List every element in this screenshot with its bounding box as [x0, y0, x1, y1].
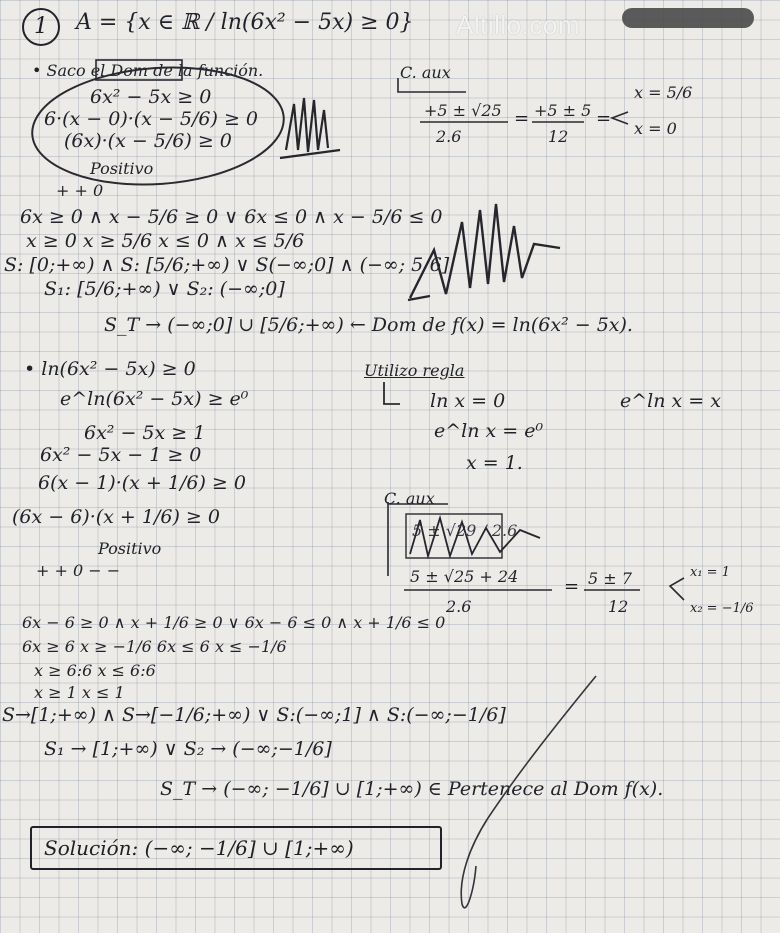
domain-ineq-1: 6x² − 5x ≥ 0	[90, 86, 212, 108]
set-definition: A = {x ∈ ℝ / ln(6x² − 5x) ≥ 0}	[76, 10, 414, 35]
aux2-eq-den: 12	[608, 597, 629, 616]
domain-cases-3: S: [0;+∞) ∧ S: [5/6;+∞) ∨ S(−∞;0] ∧ (−∞; 5/6]	[4, 254, 450, 276]
rule-arrow	[384, 382, 400, 404]
sign-word-2: Positivo	[98, 539, 162, 558]
sign-marks-2: + + 0 − −	[36, 561, 121, 580]
domain-cases-1: 6x ≥ 0 ∧ x − 5/6 ≥ 0 ∨ 6x ≤ 0 ∧ x − 5/6 ≤ 0	[20, 206, 443, 228]
watermark: Altillo.com	[456, 10, 580, 40]
sign-marks-1: + + 0	[56, 181, 104, 200]
rule-line-1: ln x = 0	[430, 390, 506, 412]
domain-ineq-2: 6·(x − 0)·(x − 5/6) ≥ 0	[44, 108, 259, 130]
domain-ineq-3: (6x)·(x − 5/6) ≥ 0	[64, 130, 232, 152]
aux2-frac-num: 5 ± √25 + 24	[410, 567, 519, 586]
scribble-1	[280, 98, 340, 158]
ln-ineq-4: 6x² − 5x − 1 ≥ 0	[40, 444, 202, 466]
domain-cases-4: S₁: [5/6;+∞) ∨ S₂: (−∞;0]	[44, 278, 285, 300]
ln-cases-5: S→[1;+∞) ∧ S→[−1/6;+∞) ∨ S:(−∞;1] ∧ S:(−∞;−1/6]	[2, 704, 506, 726]
aux2-frac-den: 2.6	[446, 597, 472, 616]
aux1-fork	[612, 112, 628, 124]
ln-cases-4: x ≥ 1 x ≤ 1	[34, 683, 125, 702]
aux1-eq-num: +5 ± 5	[534, 101, 592, 120]
ln-ineq-6: (6x − 6)·(x + 1/6) ≥ 0	[12, 506, 220, 528]
ln-cases-6: S₁ → [1;+∞) ∨ S₂ → (−∞;−1/6]	[44, 738, 332, 760]
domain-cases-2: x ≥ 0 x ≥ 5/6 x ≤ 0 ∧ x ≤ 5/6	[26, 230, 305, 252]
aux1-frac-den: 2.6	[436, 127, 462, 146]
aux2-crossout	[410, 518, 540, 556]
aux2-title: C. aux	[384, 489, 435, 508]
aux2-root-2: x₂ = −1/6	[690, 601, 754, 616]
aux2-root-1: x₁ = 1	[690, 565, 730, 580]
scribble-2	[408, 204, 560, 300]
ln-ineq-3: 6x² − 5x ≥ 1	[84, 422, 206, 444]
rule-line-3: x = 1.	[466, 452, 523, 474]
rule-line-2: e^ln x = e⁰	[434, 420, 544, 442]
aux1-root-2: x = 0	[634, 119, 677, 138]
aux1-title: C. aux	[400, 63, 451, 82]
ln-ineq-2: e^ln(6x² − 5x) ≥ e⁰	[60, 388, 249, 410]
rule-title: Utilizo regla	[364, 361, 465, 380]
solution-text: Solución: (−∞; −1/6] ∪ [1;+∞)	[44, 836, 354, 860]
ln-cases-3: x ≥ 6:6 x ≤ 6:6	[34, 661, 156, 680]
ln-cases-1: 6x − 6 ≥ 0 ∧ x + 1/6 ≥ 0 ∨ 6x − 6 ≤ 0 ∧ x + 1/6 ≤ 0	[22, 613, 446, 632]
sign-word-1: Positivo	[90, 159, 154, 178]
domain-intro: • Saco el Dom de la función.	[32, 61, 264, 80]
pen-stroke	[461, 676, 596, 908]
aux2-fork	[670, 578, 684, 600]
domain-result: S_T → (−∞;0] ∪ [5/6;+∞) ← Dom de f(x) = ln(6x² − 5x).	[104, 314, 633, 336]
aux1-root-1: x = 5/6	[634, 83, 693, 102]
aux2-crossed: 5 ± √29 / 2.6	[412, 521, 518, 540]
ln-result: S_T → (−∞; −1/6] ∪ [1;+∞) ∈ Pertenece al Dom f(x).	[160, 778, 664, 800]
aux2-eq-num: 5 ± 7	[588, 569, 632, 588]
aux1-frac-num: +5 ± √25	[424, 101, 502, 120]
ln-ineq-5: 6(x − 1)·(x + 1/6) ≥ 0	[38, 472, 246, 494]
rule-identity: e^ln x = x	[620, 390, 721, 412]
ln-ineq-1: • ln(6x² − 5x) ≥ 0	[24, 358, 196, 380]
aux1-bracket	[398, 78, 466, 92]
aux1-eq-den: 12	[548, 127, 569, 146]
ln-cases-2: 6x ≥ 6 x ≥ −1/6 6x ≤ 6 x ≤ −1/6	[22, 637, 287, 656]
aux2-bracket	[388, 502, 448, 576]
notebook-page: 1 A = {x ∈ ℝ / ln(6x² − 5x) ≥ 0} Altillo.com • Saco el Dom de la función. 6x² − 5x ≥ 0 6·(x − 0)·(x − 5/6) ≥ 0 (6x)·(x − 5/6) ≥ 0 Positivo + + 0 C. aux +5 ± √25 2.6 = +5 ± 5 12 = x = 5/6 x = 0 6x ≥ 0 ∧ x − 5/6 ≥ 0 ∨ 6x ≤ 0 ∧ x − 5/6 ≤ 0 x ≥ 0 x ≥ 5/6 x ≤ 0 ∧ x ≤ 5/6 S: [0;+∞) ∧ S: [5/6;+∞) ∨ S(−∞;0] ∧ (−∞; 5/6] S₁: [5/6;+∞) ∨ S₂: (−∞;0] S_T → (−∞;0] ∪ [5/6;+∞) ← Dom de f(x) = ln(6x² − 5x). • ln(6x² − 5x) ≥ 0 e^ln(6x² − 5x) ≥ e⁰ 6x² − 5x ≥ 1 6x² − 5x − 1 ≥ 0 6(x − 1)·(x + 1/6) ≥ 0 (6x − 6)·(x + 1/6) ≥ 0 Positivo + + 0 − − Utilizo regla ln x = 0 e^ln x = x e^ln x = e⁰ x = 1. C. aux 5 ± √29 / 2.6 5 ± √25 + 24 2.6 = 5 ± 7 12 x₁ = 1 x₂ = −1/6 6x − 6 ≥ 0 ∧ x + 1/6 ≥ 0 ∨ 6x − 6 ≤ 0 ∧ x + 1/6 ≤ 0 6x ≥ 6 x ≥ −1/6 6x ≤ 6 x ≤ −1/6 x ≥ 6:6 x ≤ 6:6 x ≥ 1 x ≤ 1 S→[1;+∞) ∧ S→[−1/6;+∞) ∨ S:(−∞;1] ∧ S:(−∞;−1/6] S₁ → [1;+∞) ∨ S₂ → (−∞;−1/6] S_T → (−∞; −1/6] ∪ [1;+∞) ∈ Pertenece al Dom f(x). Solución: (−∞; −1/6] ∪ [1;+∞)	[0, 0, 780, 933]
problem-number: 1	[22, 8, 60, 46]
